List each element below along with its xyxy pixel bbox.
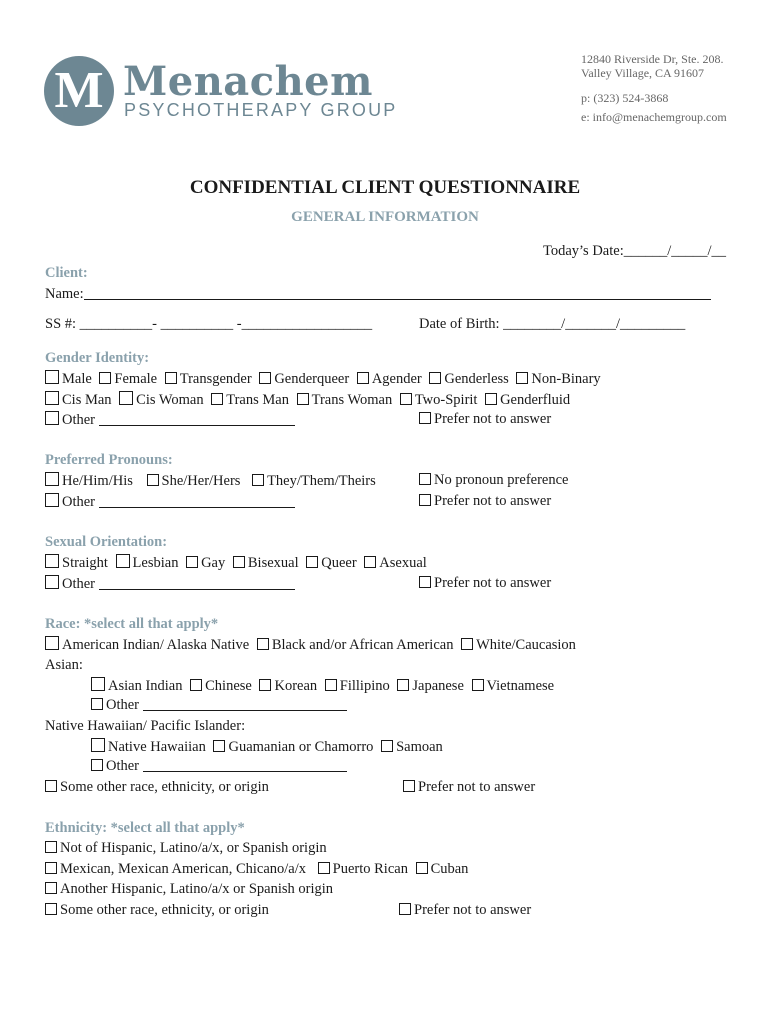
checkbox-icon[interactable] (259, 372, 271, 384)
ethnicity-another[interactable]: Another Hispanic, Latino/a/x or Spanish origin (45, 881, 333, 898)
checkbox-icon[interactable] (45, 493, 59, 507)
checkbox-icon[interactable] (119, 391, 133, 405)
pronoun-option[interactable]: He/Him/His (45, 473, 133, 489)
other-field[interactable] (143, 698, 347, 711)
ethnicity-option[interactable]: Cuban (416, 861, 469, 877)
checkbox-icon[interactable] (485, 393, 497, 405)
orientation-prefer-not[interactable]: Prefer not to answer (419, 575, 551, 592)
pronoun-option[interactable]: She/Her/Hers (147, 473, 241, 489)
checkbox-icon[interactable] (419, 494, 431, 506)
checkbox-icon[interactable] (91, 698, 103, 710)
gender-option[interactable]: Genderfluid (485, 392, 570, 408)
checkbox-icon[interactable] (213, 740, 225, 752)
checkbox-icon[interactable] (45, 862, 57, 874)
gender-other[interactable]: Other (45, 411, 295, 429)
checkbox-icon[interactable] (357, 372, 369, 384)
gender-option[interactable]: Genderless (429, 371, 508, 387)
asian-option[interactable]: Vietnamese (472, 678, 555, 694)
pronouns-prefer-not[interactable]: Prefer not to answer (419, 493, 551, 510)
checkbox-icon[interactable] (91, 677, 105, 691)
pronoun-no-preference[interactable]: No pronoun preference (419, 472, 568, 489)
pronouns-heading: Preferred Pronouns: (45, 452, 173, 468)
other-field[interactable] (99, 495, 295, 508)
pronoun-option[interactable]: They/Them/Theirs (252, 473, 376, 489)
race-row-1 (45, 636, 580, 654)
gender-option[interactable]: Transgender (165, 371, 252, 387)
checkbox-icon[interactable] (325, 679, 337, 691)
race-heading: Race: *select all that apply* (45, 616, 219, 632)
nhpi-label: Native Hawaiian/ Pacific Islander: (45, 718, 246, 734)
checkbox-icon[interactable] (147, 474, 159, 486)
asian-option[interactable]: Korean (259, 678, 317, 694)
checkbox-icon[interactable] (399, 903, 411, 915)
todays-date-field[interactable]: Today’s Date:______/_____/__ (543, 243, 727, 259)
ss-field[interactable]: SS #: __________- __________ -__________________ (45, 316, 373, 332)
checkbox-icon[interactable] (116, 554, 130, 568)
ethnicity-heading: Ethnicity: *select all that apply* (45, 820, 245, 836)
checkbox-icon[interactable] (381, 740, 393, 752)
race-prefer-not[interactable]: Prefer not to answer (403, 779, 535, 796)
checkbox-icon[interactable] (165, 372, 177, 384)
checkbox-icon[interactable] (233, 556, 245, 568)
checkbox-icon[interactable] (259, 679, 271, 691)
race-option[interactable]: Black and/or African American (257, 637, 454, 653)
gender-prefer-not[interactable]: Prefer not to answer (419, 411, 551, 428)
gender-option[interactable]: Cis Woman (119, 392, 203, 408)
checkbox-icon[interactable] (400, 393, 412, 405)
ethnicity-option[interactable]: Mexican, Mexican American, Chicano/a/x (45, 861, 306, 877)
other-field[interactable] (99, 577, 295, 590)
gender-option[interactable]: Female (99, 371, 157, 387)
checkbox-icon[interactable] (257, 638, 269, 650)
asian-row (91, 677, 558, 695)
checkbox-icon[interactable] (45, 636, 59, 650)
race-option[interactable]: American Indian/ Alaska Native (45, 637, 249, 653)
ethnicity-option[interactable]: Puerto Rican (318, 861, 408, 877)
checkbox-icon[interactable] (186, 556, 198, 568)
checkbox-icon[interactable] (297, 393, 309, 405)
orientation-option[interactable]: Bisexual (233, 555, 299, 571)
gender-option[interactable]: Two-Spirit (400, 392, 478, 408)
asian-other[interactable]: Other (91, 697, 347, 714)
checkbox-icon[interactable] (429, 372, 441, 384)
address-line-1: 12840 Riverside Dr, Ste. 208. (581, 52, 724, 66)
checkbox-icon[interactable] (364, 556, 376, 568)
email: e: info@menachemgroup.com (581, 110, 727, 124)
gender-heading: Gender Identity: (45, 350, 150, 366)
checkbox-icon[interactable] (45, 882, 57, 894)
checkbox-icon[interactable] (403, 780, 415, 792)
asian-option[interactable]: Fillipino (325, 678, 390, 694)
checkbox-icon[interactable] (45, 411, 59, 425)
orientation-option[interactable]: Lesbian (116, 555, 179, 571)
checkbox-icon[interactable] (45, 780, 57, 792)
checkbox-icon[interactable] (91, 759, 103, 771)
checkbox-icon[interactable] (45, 841, 57, 853)
brand-name: Menachem (123, 58, 373, 105)
gender-option[interactable]: Male (45, 371, 92, 387)
ethnicity-some-other[interactable]: Some other race, ethnicity, or origin (45, 902, 269, 919)
checkbox-icon[interactable] (91, 738, 105, 752)
brand-subtitle: PSYCHOTHERAPY GROUP (124, 100, 398, 120)
logo-mark: M (44, 56, 114, 126)
race-some-other[interactable]: Some other race, ethnicity, or origin (45, 779, 269, 796)
dob-field[interactable]: Date of Birth: ________/_______/_________ (419, 316, 686, 332)
pronouns-row (45, 472, 380, 490)
checkbox-icon[interactable] (45, 370, 59, 384)
checkbox-icon[interactable] (419, 576, 431, 588)
nhpi-option[interactable]: Native Hawaiian (91, 739, 206, 755)
nhpi-row (91, 738, 447, 756)
address-line-2: Valley Village, CA 91607 (581, 66, 705, 80)
checkbox-icon[interactable] (318, 862, 330, 874)
checkbox-icon[interactable] (45, 472, 59, 486)
orientation-heading: Sexual Orientation: (45, 534, 168, 550)
client-heading: Client: (45, 265, 88, 281)
gender-row-2 (45, 391, 574, 409)
orientation-option[interactable]: Gay (186, 555, 225, 571)
checkbox-icon[interactable] (190, 679, 202, 691)
orientation-option[interactable]: Queer (306, 555, 356, 571)
checkbox-icon[interactable] (461, 638, 473, 650)
other-field[interactable] (99, 413, 295, 426)
asian-label: Asian: (45, 657, 83, 673)
checkbox-icon[interactable] (416, 862, 428, 874)
checkbox-icon[interactable] (306, 556, 318, 568)
gender-option[interactable]: Trans Woman (297, 392, 393, 408)
orientation-option[interactable]: Asexual (364, 555, 427, 571)
checkbox-icon[interactable] (397, 679, 409, 691)
race-option[interactable]: White/Caucasion (461, 637, 576, 653)
nhpi-option[interactable]: Samoan (381, 739, 443, 755)
checkbox-icon[interactable] (99, 372, 111, 384)
gender-option[interactable]: Trans Man (211, 392, 289, 408)
ethnicity-not-hispanic[interactable]: Not of Hispanic, Latino/a/x, or Spanish origin (45, 840, 327, 857)
orientation-row (45, 554, 431, 572)
page-subtitle: GENERAL INFORMATION (291, 209, 479, 225)
asian-option[interactable]: Japanese (397, 678, 464, 694)
phone: p: (323) 524-3868 (581, 91, 669, 105)
checkbox-icon[interactable] (419, 412, 431, 424)
gender-option[interactable]: Agender (357, 371, 422, 387)
ethnicity-row-2 (45, 861, 472, 878)
checkbox-icon[interactable] (516, 372, 528, 384)
other-field[interactable] (143, 759, 347, 772)
asian-option[interactable]: Asian Indian (91, 678, 183, 694)
checkbox-icon[interactable] (211, 393, 223, 405)
checkbox-icon[interactable] (252, 474, 264, 486)
pronouns-other[interactable]: Other (45, 493, 295, 511)
orientation-other[interactable]: Other (45, 575, 295, 593)
name-label: Name: (45, 286, 84, 302)
checkbox-icon[interactable] (472, 679, 484, 691)
checkbox-icon[interactable] (45, 575, 59, 589)
checkbox-icon[interactable] (45, 903, 57, 915)
checkbox-icon[interactable] (419, 473, 431, 485)
page-title: CONFIDENTIAL CLIENT QUESTIONNAIRE (189, 177, 581, 198)
checkbox-icon[interactable] (45, 391, 59, 405)
name-row (45, 286, 711, 303)
gender-option[interactable]: Cis Man (45, 392, 112, 408)
nhpi-other[interactable]: Other (91, 758, 347, 775)
orientation-option[interactable]: Straight (45, 555, 108, 571)
ethnicity-prefer-not[interactable]: Prefer not to answer (399, 902, 531, 919)
checkbox-icon[interactable] (45, 554, 59, 568)
gender-row-1 (45, 370, 605, 388)
name-field[interactable] (84, 287, 711, 300)
asian-option[interactable]: Chinese (190, 678, 252, 694)
nhpi-option[interactable]: Guamanian or Chamorro (213, 739, 373, 755)
gender-option[interactable]: Genderqueer (259, 371, 349, 387)
gender-option[interactable]: Non-Binary (516, 371, 600, 387)
